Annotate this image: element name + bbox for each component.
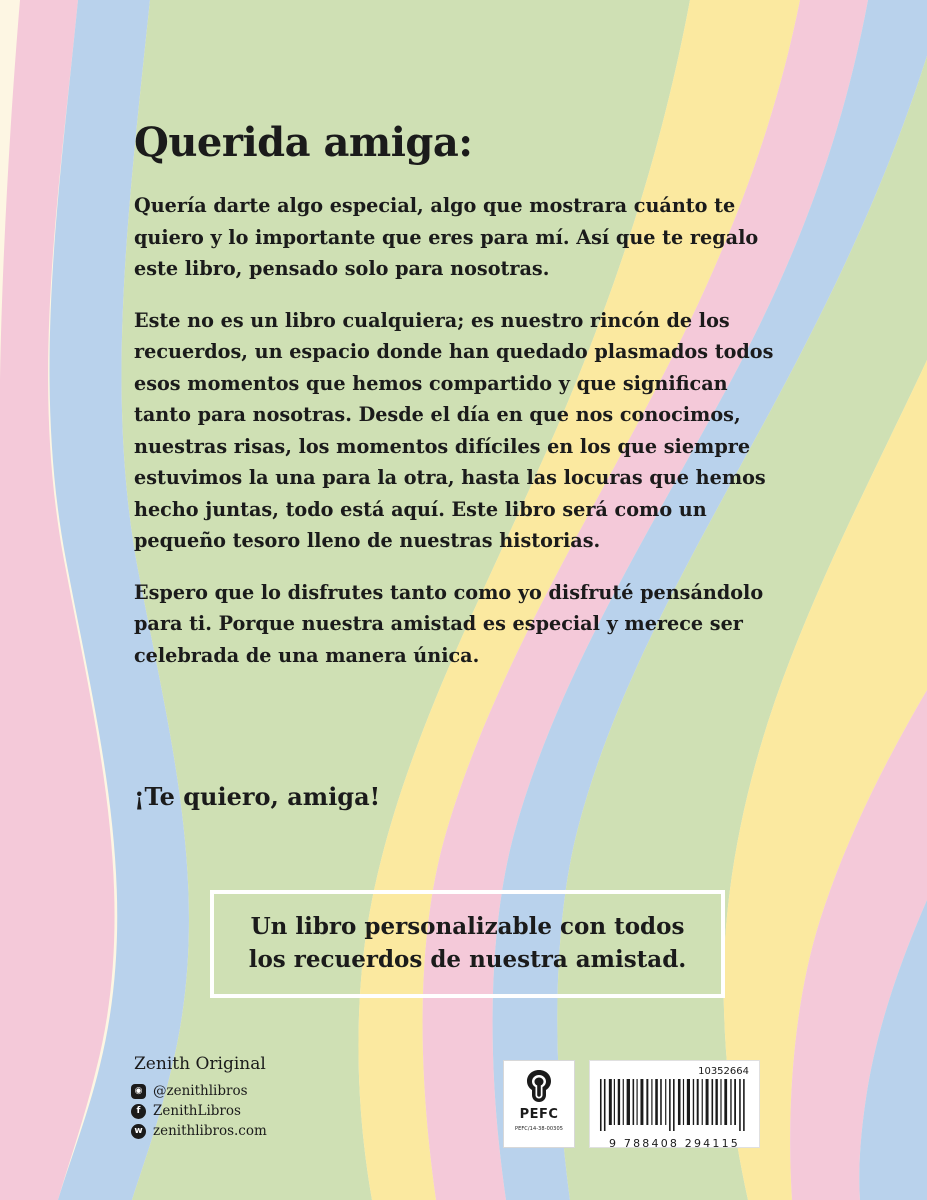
letter-paragraph-1: Quería darte algo especial, algo que mostrara cuánto te quiero y lo importante que eres para mí. Así que te regalo este libro, pensado solo para nosotras. (134, 194, 759, 280)
pefc-certification-mark (503, 1060, 575, 1148)
pefc-tree-icon (519, 1067, 559, 1105)
barcode-number: 9 788408 294115 (609, 1137, 740, 1150)
website-url: zenithlibros.com (153, 1123, 267, 1139)
page-title: Querida amiga: (134, 118, 473, 166)
facebook-handle: ZenithLibros (153, 1103, 241, 1119)
letter-paragraph-2: Este no es un libro cualquiera; es nuestro rincón de los recuerdos, un espacio donde han quedado plasmados todos esos momentos que hemos compartido y que significan tanto para nosotras. Desde el día en que nos conocimos, nuestras risas, los momentos difíciles en los que siempre estuvimos la una para la otra, hasta las locuras que hemos hecho juntas, todo está aquí. Este libro será como un pequeño tesoro lleno de nuestras historias. (134, 308, 774, 552)
instagram-icon: ◉ (131, 1084, 146, 1099)
pefc-code: PEFC/14-38-00305 (514, 1126, 564, 1132)
barcode-icon (598, 1079, 751, 1131)
social-link-instagram[interactable] (131, 1083, 267, 1099)
letter-body (134, 190, 774, 671)
facebook-icon: f (131, 1104, 146, 1119)
barcode-reference: 10352664 (698, 1066, 749, 1077)
pefc-label: PEFC (519, 1107, 559, 1122)
imprint-label: Zenith Original (134, 1054, 266, 1074)
callout-box (210, 890, 725, 998)
web-icon: w (131, 1124, 146, 1139)
instagram-handle: @zenithlibros (153, 1083, 248, 1099)
social-link-facebook[interactable] (131, 1103, 267, 1119)
social-link-website[interactable] (131, 1123, 267, 1139)
social-links (131, 1083, 267, 1139)
callout-text: Un libro personalizable con todos los recuerdos de nuestra amistad. (248, 913, 687, 973)
barcode-block (589, 1060, 760, 1148)
letter-paragraph-3: Espero que lo disfrutes tanto como yo disfruté pensándolo para ti. Porque nuestra amistad es especial y merece ser celebrada de una manera única. (134, 580, 764, 667)
closing-line: ¡Te quiero, amiga! (134, 782, 381, 811)
